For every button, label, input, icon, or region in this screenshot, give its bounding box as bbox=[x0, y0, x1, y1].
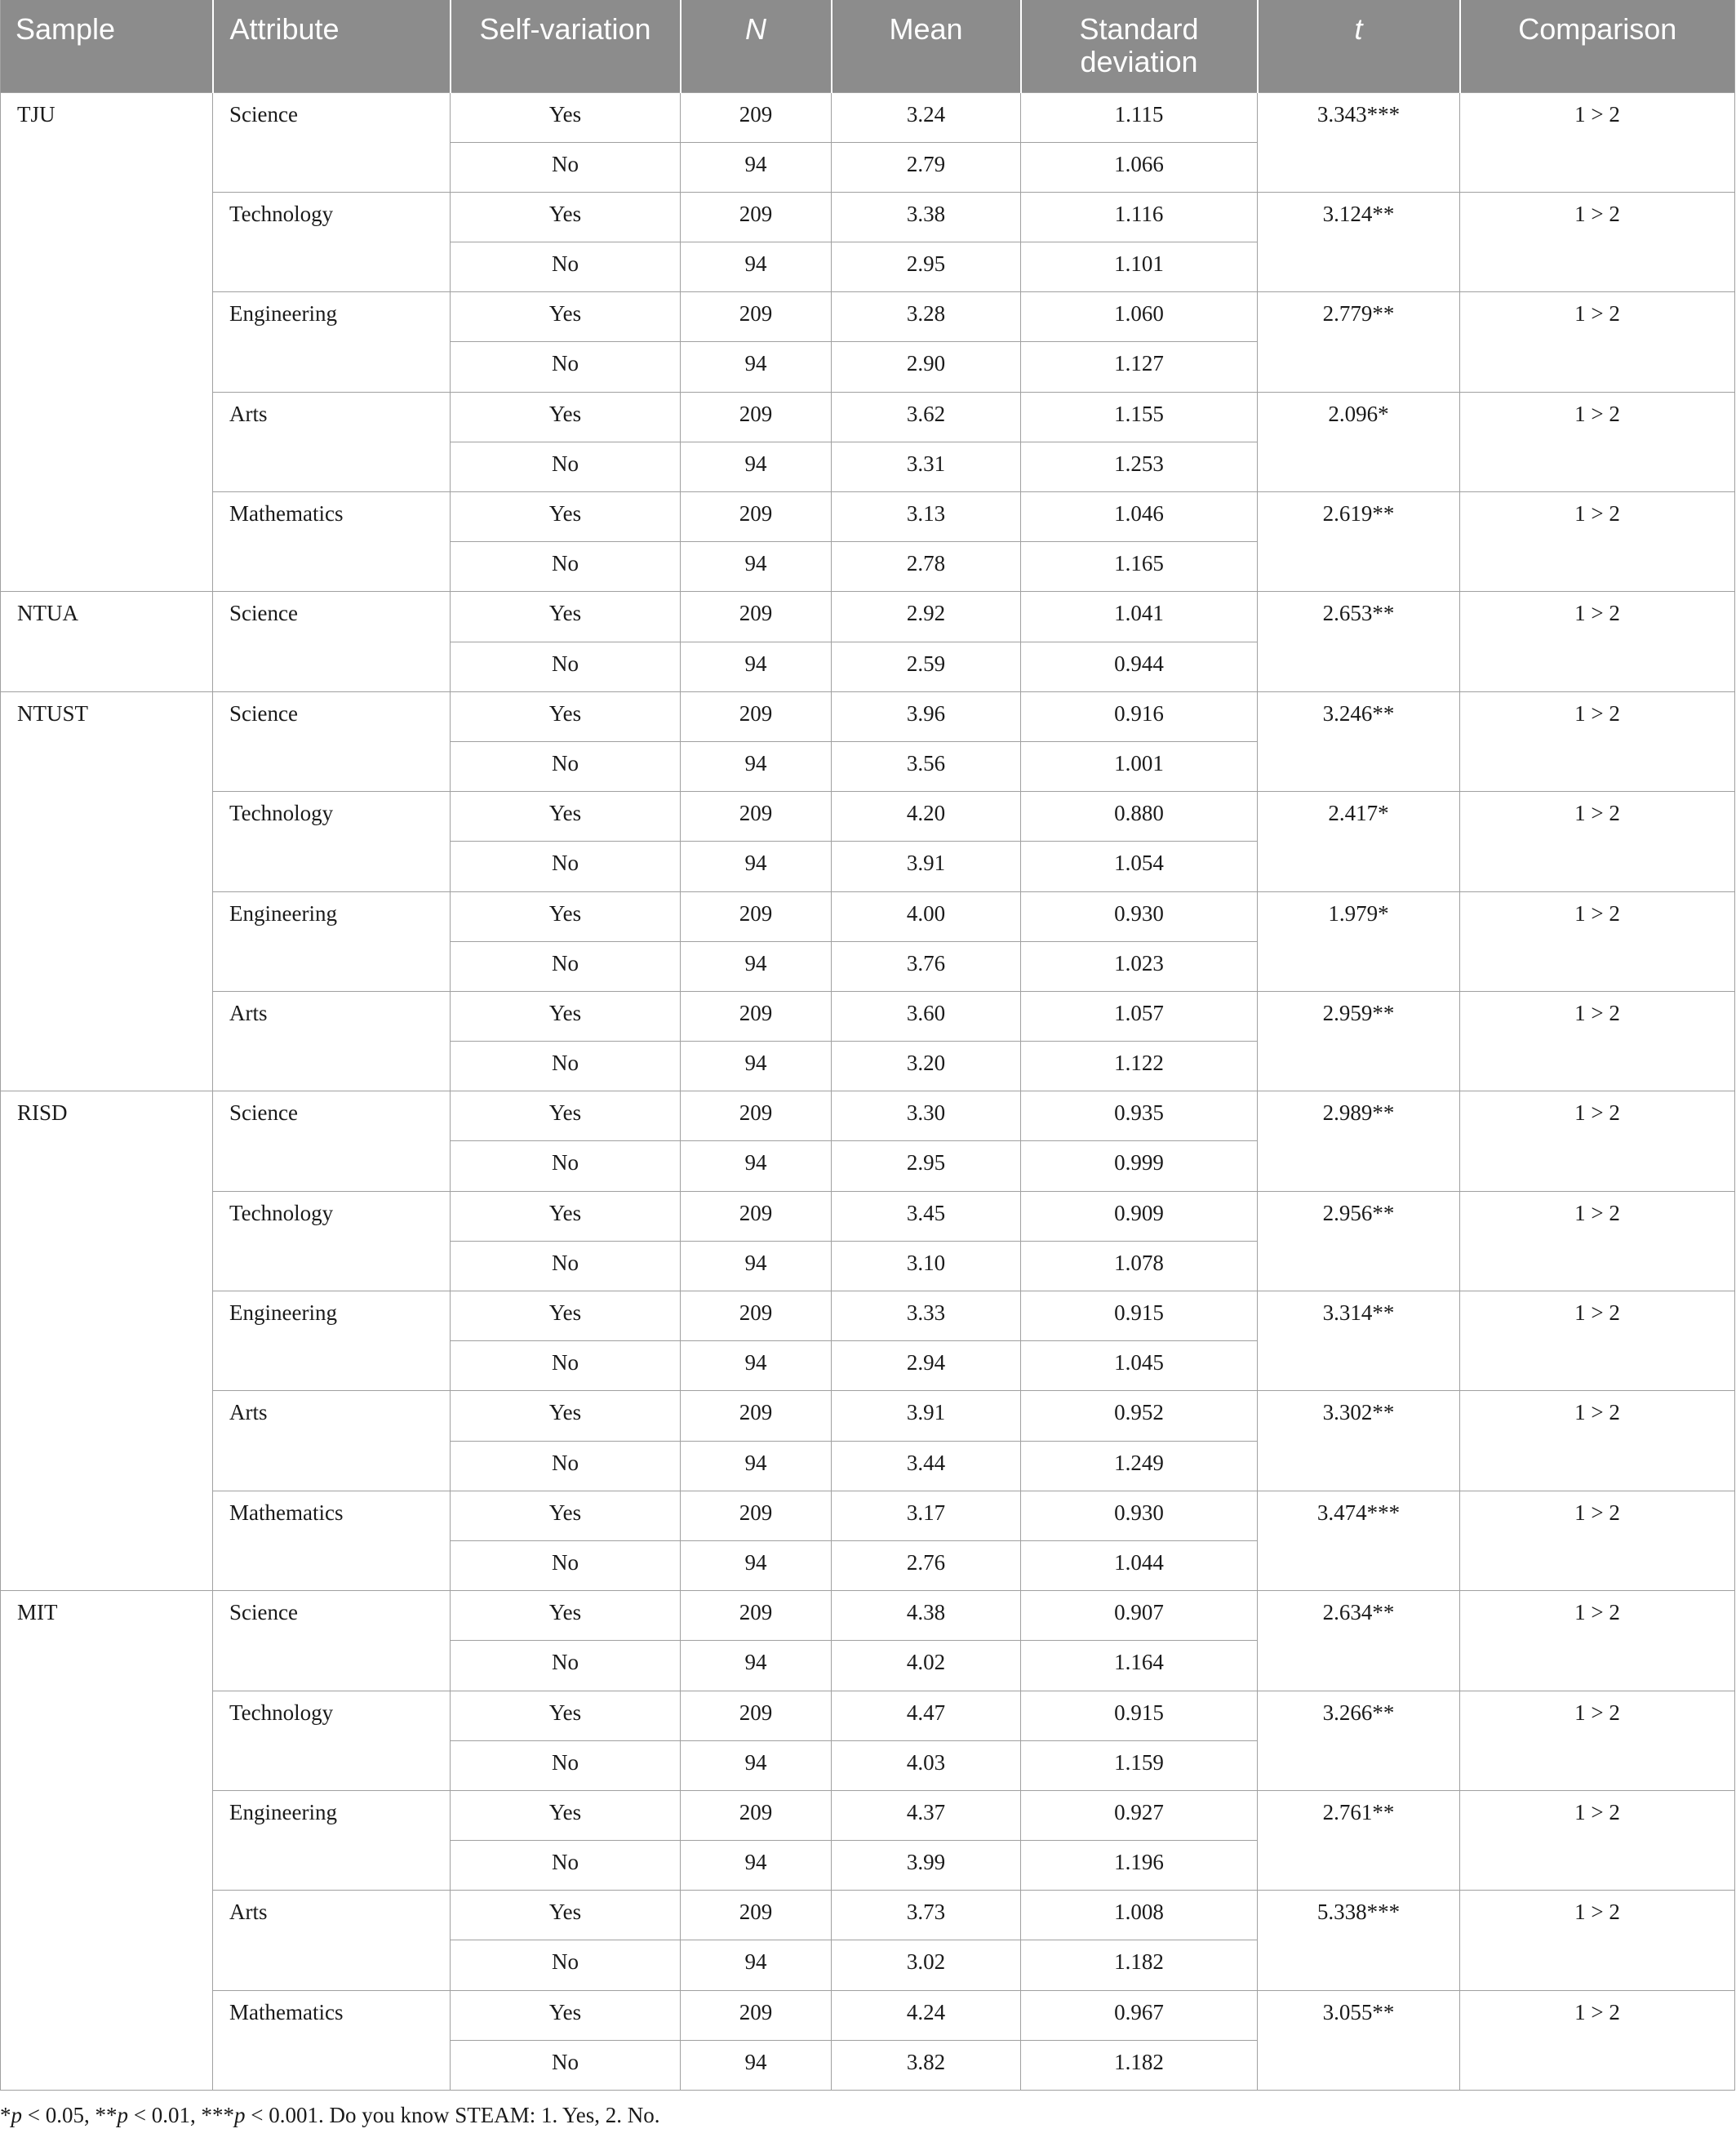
mean-cell: 4.47 bbox=[832, 1691, 1021, 1740]
t-value-cell: 2.417* bbox=[1258, 792, 1460, 891]
mean-cell: 2.94 bbox=[832, 1341, 1021, 1391]
mean-cell: 4.37 bbox=[832, 1790, 1021, 1840]
self-variation-cell: Yes bbox=[451, 1191, 681, 1241]
mean-cell: 3.91 bbox=[832, 842, 1021, 891]
n-cell: 94 bbox=[681, 2040, 832, 2090]
n-cell: 209 bbox=[681, 1391, 832, 1441]
attribute-cell: Technology bbox=[213, 792, 451, 891]
n-cell: 209 bbox=[681, 92, 832, 142]
sd-cell: 1.165 bbox=[1021, 542, 1258, 592]
table-row bbox=[1, 1990, 1735, 2040]
n-cell: 94 bbox=[681, 1042, 832, 1091]
comparison-cell: 1 > 2 bbox=[1460, 1291, 1735, 1391]
t-value-cell: 3.343*** bbox=[1258, 92, 1460, 192]
n-cell: 94 bbox=[681, 1841, 832, 1891]
table-row bbox=[1, 1191, 1735, 1241]
sd-cell: 1.164 bbox=[1021, 1641, 1258, 1691]
table-row bbox=[1, 492, 1735, 542]
attribute-cell: Science bbox=[213, 1591, 451, 1691]
attribute-cell: Science bbox=[213, 592, 451, 691]
self-variation-cell: Yes bbox=[451, 1891, 681, 1940]
n-cell: 94 bbox=[681, 1740, 832, 1790]
t-value-cell: 5.338*** bbox=[1258, 1891, 1460, 1990]
sd-cell: 0.967 bbox=[1021, 1990, 1258, 2040]
footnote-threshold-3: < 0.001. Do you know STEAM: 1. Yes, 2. No. bbox=[245, 2103, 660, 2127]
n-cell: 209 bbox=[681, 792, 832, 842]
header-t: t bbox=[1258, 0, 1460, 92]
footnote-p1: p bbox=[11, 2103, 22, 2127]
n-cell: 209 bbox=[681, 1091, 832, 1141]
table-row bbox=[1, 1591, 1735, 1641]
mean-cell: 3.02 bbox=[832, 1940, 1021, 1990]
header-sd-line2: deviation bbox=[1080, 45, 1198, 78]
comparison-cell: 1 > 2 bbox=[1460, 1790, 1735, 1890]
mean-cell: 4.02 bbox=[832, 1641, 1021, 1691]
footnote-p3: p bbox=[233, 2103, 246, 2127]
header-sample: Sample bbox=[1, 0, 213, 92]
comparison-cell: 1 > 2 bbox=[1460, 891, 1735, 991]
header-sd-line1: Standard bbox=[1079, 12, 1199, 46]
mean-cell: 3.56 bbox=[832, 741, 1021, 791]
self-variation-cell: Yes bbox=[451, 292, 681, 342]
self-variation-cell: Yes bbox=[451, 92, 681, 142]
header-row bbox=[1, 0, 1735, 92]
self-variation-cell: No bbox=[451, 741, 681, 791]
table-row bbox=[1, 1691, 1735, 1740]
sd-cell: 1.101 bbox=[1021, 242, 1258, 292]
attribute-cell: Engineering bbox=[213, 1291, 451, 1391]
comparison-cell: 1 > 2 bbox=[1460, 592, 1735, 691]
n-cell: 94 bbox=[681, 1641, 832, 1691]
sample-cell: MIT bbox=[1, 1591, 213, 2091]
self-variation-cell: Yes bbox=[451, 192, 681, 242]
sd-cell: 0.935 bbox=[1021, 1091, 1258, 1141]
sd-cell: 1.155 bbox=[1021, 392, 1258, 442]
table-row bbox=[1, 991, 1735, 1041]
table-row bbox=[1, 92, 1735, 142]
sd-cell: 1.253 bbox=[1021, 442, 1258, 491]
sd-cell: 1.001 bbox=[1021, 741, 1258, 791]
comparison-cell: 1 > 2 bbox=[1460, 1591, 1735, 1691]
self-variation-cell: No bbox=[451, 342, 681, 392]
table-row bbox=[1, 792, 1735, 842]
self-variation-cell: No bbox=[451, 941, 681, 991]
self-variation-cell: No bbox=[451, 1841, 681, 1891]
sd-cell: 0.880 bbox=[1021, 792, 1258, 842]
t-value-cell: 3.246** bbox=[1258, 691, 1460, 791]
t-value-cell: 2.096* bbox=[1258, 392, 1460, 491]
n-cell: 94 bbox=[681, 1940, 832, 1990]
self-variation-cell: No bbox=[451, 842, 681, 891]
table-row bbox=[1, 891, 1735, 941]
mean-cell: 3.28 bbox=[832, 292, 1021, 342]
sd-cell: 1.066 bbox=[1021, 142, 1258, 192]
comparison-cell: 1 > 2 bbox=[1460, 1191, 1735, 1291]
sd-cell: 1.044 bbox=[1021, 1540, 1258, 1590]
self-variation-cell: Yes bbox=[451, 1091, 681, 1141]
n-cell: 209 bbox=[681, 1990, 832, 2040]
comparison-cell: 1 > 2 bbox=[1460, 1391, 1735, 1491]
attribute-cell: Arts bbox=[213, 991, 451, 1091]
n-cell: 94 bbox=[681, 1141, 832, 1191]
n-cell: 209 bbox=[681, 192, 832, 242]
table-row bbox=[1, 691, 1735, 741]
sd-cell: 1.008 bbox=[1021, 1891, 1258, 1940]
n-cell: 209 bbox=[681, 1591, 832, 1641]
sd-cell: 1.127 bbox=[1021, 342, 1258, 392]
sd-cell: 0.944 bbox=[1021, 642, 1258, 691]
n-cell: 94 bbox=[681, 542, 832, 592]
n-cell: 94 bbox=[681, 842, 832, 891]
self-variation-cell: No bbox=[451, 1341, 681, 1391]
table-row bbox=[1, 1291, 1735, 1341]
table-row bbox=[1, 1091, 1735, 1141]
table-row bbox=[1, 192, 1735, 242]
comparison-cell: 1 > 2 bbox=[1460, 392, 1735, 491]
sd-cell: 1.041 bbox=[1021, 592, 1258, 642]
sd-cell: 1.182 bbox=[1021, 2040, 1258, 2090]
mean-cell: 3.20 bbox=[832, 1042, 1021, 1091]
self-variation-cell: No bbox=[451, 142, 681, 192]
mean-cell: 2.92 bbox=[832, 592, 1021, 642]
mean-cell: 2.78 bbox=[832, 542, 1021, 592]
footnote-p2: p bbox=[117, 2103, 128, 2127]
n-cell: 94 bbox=[681, 642, 832, 691]
table-footnote bbox=[0, 2103, 1736, 2128]
self-variation-cell: No bbox=[451, 1940, 681, 1990]
self-variation-cell: Yes bbox=[451, 1790, 681, 1840]
self-variation-cell: No bbox=[451, 1441, 681, 1491]
mean-cell: 3.38 bbox=[832, 192, 1021, 242]
mean-cell: 3.10 bbox=[832, 1241, 1021, 1291]
n-cell: 94 bbox=[681, 1540, 832, 1590]
footnote-threshold-1: < 0.05, ** bbox=[22, 2103, 118, 2127]
mean-cell: 3.44 bbox=[832, 1441, 1021, 1491]
mean-cell: 3.30 bbox=[832, 1091, 1021, 1141]
sd-cell: 1.045 bbox=[1021, 1341, 1258, 1391]
mean-cell: 4.20 bbox=[832, 792, 1021, 842]
comparison-cell: 1 > 2 bbox=[1460, 1990, 1735, 2090]
attribute-cell: Science bbox=[213, 691, 451, 791]
mean-cell: 3.62 bbox=[832, 392, 1021, 442]
mean-cell: 2.95 bbox=[832, 1141, 1021, 1191]
mean-cell: 2.76 bbox=[832, 1540, 1021, 1590]
sample-cell: RISD bbox=[1, 1091, 213, 1591]
header-attribute: Attribute bbox=[213, 0, 451, 92]
sd-cell: 1.196 bbox=[1021, 1841, 1258, 1891]
sd-cell: 0.907 bbox=[1021, 1591, 1258, 1641]
self-variation-cell: No bbox=[451, 242, 681, 292]
n-cell: 94 bbox=[681, 1341, 832, 1391]
comparison-cell: 1 > 2 bbox=[1460, 1691, 1735, 1790]
sd-cell: 1.115 bbox=[1021, 92, 1258, 142]
self-variation-cell: No bbox=[451, 1241, 681, 1291]
t-value-cell: 3.266** bbox=[1258, 1691, 1460, 1790]
attribute-cell: Technology bbox=[213, 1191, 451, 1291]
mean-cell: 3.82 bbox=[832, 2040, 1021, 2090]
attribute-cell: Mathematics bbox=[213, 1990, 451, 2090]
n-cell: 94 bbox=[681, 741, 832, 791]
mean-cell: 3.33 bbox=[832, 1291, 1021, 1341]
mean-cell: 4.00 bbox=[832, 891, 1021, 941]
sd-cell: 0.999 bbox=[1021, 1141, 1258, 1191]
t-value-cell: 2.634** bbox=[1258, 1591, 1460, 1691]
sd-cell: 0.930 bbox=[1021, 891, 1258, 941]
mean-cell: 4.38 bbox=[832, 1591, 1021, 1641]
attribute-cell: Engineering bbox=[213, 1790, 451, 1890]
self-variation-cell: Yes bbox=[451, 1491, 681, 1540]
sd-cell: 1.159 bbox=[1021, 1740, 1258, 1790]
header-comparison: Comparison bbox=[1460, 0, 1735, 92]
n-cell: 209 bbox=[681, 1891, 832, 1940]
sd-cell: 0.909 bbox=[1021, 1191, 1258, 1241]
attribute-cell: Technology bbox=[213, 1691, 451, 1790]
attribute-cell: Mathematics bbox=[213, 492, 451, 592]
t-value-cell: 3.302** bbox=[1258, 1391, 1460, 1491]
comparison-cell: 1 > 2 bbox=[1460, 792, 1735, 891]
sd-cell: 0.952 bbox=[1021, 1391, 1258, 1441]
self-variation-cell: Yes bbox=[451, 492, 681, 542]
sd-cell: 1.116 bbox=[1021, 192, 1258, 242]
self-variation-cell: Yes bbox=[451, 991, 681, 1041]
attribute-cell: Arts bbox=[213, 1891, 451, 1990]
n-cell: 94 bbox=[681, 442, 832, 491]
attribute-cell: Engineering bbox=[213, 292, 451, 392]
comparison-cell: 1 > 2 bbox=[1460, 192, 1735, 291]
n-cell: 209 bbox=[681, 1491, 832, 1540]
t-value-cell: 2.989** bbox=[1258, 1091, 1460, 1191]
sd-cell: 1.046 bbox=[1021, 492, 1258, 542]
n-cell: 94 bbox=[681, 142, 832, 192]
sd-cell: 1.078 bbox=[1021, 1241, 1258, 1291]
self-variation-cell: Yes bbox=[451, 1691, 681, 1740]
n-cell: 209 bbox=[681, 1191, 832, 1241]
self-variation-cell: No bbox=[451, 2040, 681, 2090]
n-cell: 209 bbox=[681, 292, 832, 342]
self-variation-cell: No bbox=[451, 642, 681, 691]
sd-cell: 0.915 bbox=[1021, 1291, 1258, 1341]
attribute-cell: Science bbox=[213, 1091, 451, 1191]
attribute-cell: Engineering bbox=[213, 891, 451, 991]
n-cell: 209 bbox=[681, 991, 832, 1041]
n-cell: 209 bbox=[681, 1291, 832, 1341]
table-row bbox=[1, 1891, 1735, 1940]
n-cell: 94 bbox=[681, 941, 832, 991]
mean-cell: 3.45 bbox=[832, 1191, 1021, 1241]
n-cell: 209 bbox=[681, 691, 832, 741]
t-value-cell: 2.761** bbox=[1258, 1790, 1460, 1890]
mean-cell: 3.99 bbox=[832, 1841, 1021, 1891]
t-value-cell: 2.653** bbox=[1258, 592, 1460, 691]
self-variation-cell: Yes bbox=[451, 792, 681, 842]
comparison-cell: 1 > 2 bbox=[1460, 1491, 1735, 1590]
mean-cell: 3.60 bbox=[832, 991, 1021, 1041]
n-cell: 94 bbox=[681, 342, 832, 392]
attribute-cell: Technology bbox=[213, 192, 451, 291]
n-cell: 209 bbox=[681, 891, 832, 941]
header-self-variation: Self-variation bbox=[451, 0, 681, 92]
table-row bbox=[1, 1391, 1735, 1441]
t-value-cell: 3.314** bbox=[1258, 1291, 1460, 1391]
comparison-cell: 1 > 2 bbox=[1460, 1891, 1735, 1990]
sd-cell: 0.927 bbox=[1021, 1790, 1258, 1840]
self-variation-cell: Yes bbox=[451, 1291, 681, 1341]
n-cell: 94 bbox=[681, 242, 832, 292]
footnote-star: * bbox=[0, 2103, 11, 2127]
t-value-cell: 2.779** bbox=[1258, 292, 1460, 392]
t-value-cell: 2.956** bbox=[1258, 1191, 1460, 1291]
mean-cell: 3.73 bbox=[832, 1891, 1021, 1940]
comparison-cell: 1 > 2 bbox=[1460, 1091, 1735, 1191]
t-value-cell: 3.124** bbox=[1258, 192, 1460, 291]
table-row bbox=[1, 1491, 1735, 1540]
table-header bbox=[1, 0, 1735, 92]
comparison-cell: 1 > 2 bbox=[1460, 492, 1735, 592]
sample-cell: NTUA bbox=[1, 592, 213, 691]
header-standard-deviation bbox=[1021, 0, 1258, 92]
t-value-cell: 3.474*** bbox=[1258, 1491, 1460, 1590]
n-cell: 209 bbox=[681, 392, 832, 442]
self-variation-cell: Yes bbox=[451, 592, 681, 642]
comparison-cell: 1 > 2 bbox=[1460, 691, 1735, 791]
mean-cell: 2.95 bbox=[832, 242, 1021, 292]
self-variation-cell: No bbox=[451, 1042, 681, 1091]
attribute-cell: Mathematics bbox=[213, 1491, 451, 1590]
sd-cell: 1.249 bbox=[1021, 1441, 1258, 1491]
mean-cell: 3.76 bbox=[832, 941, 1021, 991]
attribute-cell: Arts bbox=[213, 1391, 451, 1491]
mean-cell: 3.91 bbox=[832, 1391, 1021, 1441]
self-variation-cell: Yes bbox=[451, 1391, 681, 1441]
sd-cell: 1.057 bbox=[1021, 991, 1258, 1041]
self-variation-cell: Yes bbox=[451, 691, 681, 741]
n-cell: 94 bbox=[681, 1241, 832, 1291]
mean-cell: 3.24 bbox=[832, 92, 1021, 142]
sd-cell: 1.023 bbox=[1021, 941, 1258, 991]
n-cell: 209 bbox=[681, 1790, 832, 1840]
self-variation-cell: Yes bbox=[451, 1591, 681, 1641]
sd-cell: 0.930 bbox=[1021, 1491, 1258, 1540]
self-variation-cell: No bbox=[451, 1141, 681, 1191]
header-mean: Mean bbox=[832, 0, 1021, 92]
mean-cell: 3.17 bbox=[832, 1491, 1021, 1540]
table-row bbox=[1, 592, 1735, 642]
sd-cell: 1.182 bbox=[1021, 1940, 1258, 1990]
comparison-cell: 1 > 2 bbox=[1460, 991, 1735, 1091]
mean-cell: 3.96 bbox=[832, 691, 1021, 741]
table-body bbox=[1, 92, 1735, 2091]
comparison-cell: 1 > 2 bbox=[1460, 292, 1735, 392]
mean-cell: 4.24 bbox=[832, 1990, 1021, 2040]
mean-cell: 2.79 bbox=[832, 142, 1021, 192]
n-cell: 94 bbox=[681, 1441, 832, 1491]
sd-cell: 1.054 bbox=[1021, 842, 1258, 891]
self-variation-cell: No bbox=[451, 1740, 681, 1790]
mean-cell: 4.03 bbox=[832, 1740, 1021, 1790]
t-value-cell: 1.979* bbox=[1258, 891, 1460, 991]
t-value-cell: 2.959** bbox=[1258, 991, 1460, 1091]
mean-cell: 3.13 bbox=[832, 492, 1021, 542]
self-variation-cell: No bbox=[451, 1641, 681, 1691]
footnote-threshold-2: < 0.01, *** bbox=[127, 2103, 234, 2127]
sample-cell: NTUST bbox=[1, 691, 213, 1091]
attribute-cell: Science bbox=[213, 92, 451, 192]
mean-cell: 2.59 bbox=[832, 642, 1021, 691]
sd-cell: 0.915 bbox=[1021, 1691, 1258, 1740]
self-variation-cell: Yes bbox=[451, 1990, 681, 2040]
table-row bbox=[1, 292, 1735, 342]
self-variation-cell: No bbox=[451, 1540, 681, 1590]
table-row bbox=[1, 1790, 1735, 1840]
mean-cell: 3.31 bbox=[832, 442, 1021, 491]
sd-cell: 0.916 bbox=[1021, 691, 1258, 741]
self-variation-cell: No bbox=[451, 442, 681, 491]
comparison-cell: 1 > 2 bbox=[1460, 92, 1735, 192]
sd-cell: 1.122 bbox=[1021, 1042, 1258, 1091]
n-cell: 209 bbox=[681, 492, 832, 542]
self-variation-cell: Yes bbox=[451, 392, 681, 442]
sd-cell: 1.060 bbox=[1021, 292, 1258, 342]
attribute-cell: Arts bbox=[213, 392, 451, 491]
self-variation-cell: No bbox=[451, 542, 681, 592]
t-value-cell: 3.055** bbox=[1258, 1990, 1460, 2090]
mean-cell: 2.90 bbox=[832, 342, 1021, 392]
header-n: N bbox=[681, 0, 832, 92]
t-value-cell: 2.619** bbox=[1258, 492, 1460, 592]
self-variation-cell: Yes bbox=[451, 891, 681, 941]
n-cell: 209 bbox=[681, 1691, 832, 1740]
sample-cell: TJU bbox=[1, 92, 213, 592]
table-row bbox=[1, 392, 1735, 442]
n-cell: 209 bbox=[681, 592, 832, 642]
